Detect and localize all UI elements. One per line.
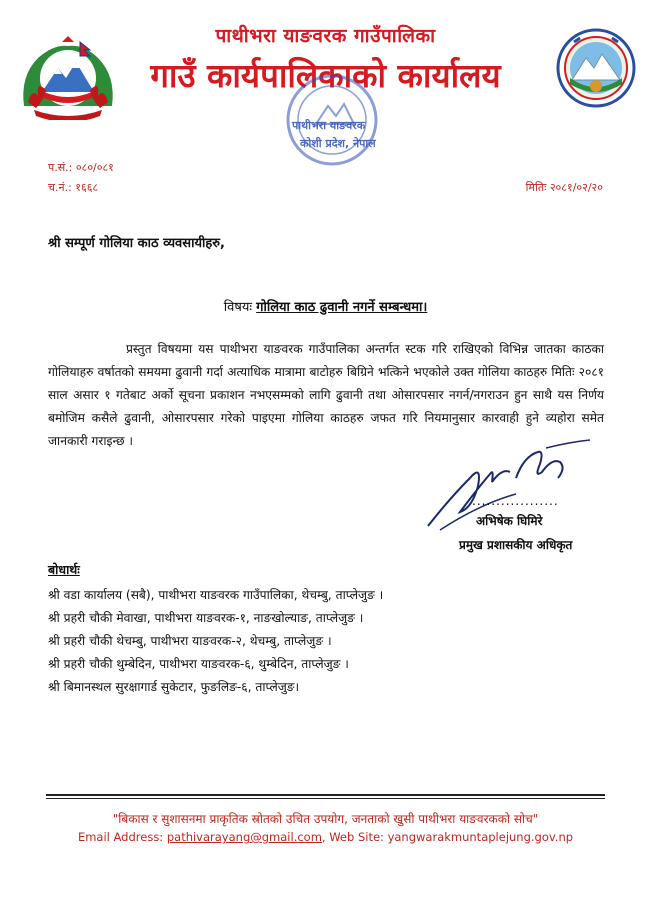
list-item: श्री वडा कार्यालय (सबै), पाथीभरा याङवरक गाउँपालिका, थेचम्बु, ताप्लेजुङ । xyxy=(48,588,384,602)
municipality-name: पाथीभरा याङवरक गाउँपालिका xyxy=(215,25,436,47)
list-item: श्री प्रहरी चौकी मेवाखा, पाथीभरा याङवरक-१, नाङखोल्याङ, ताप्लेजुङ । xyxy=(48,611,364,625)
subject-label: विषयः xyxy=(223,300,252,315)
footer-slogan: "बिकास र सुशासनमा प्राकृतिक स्रोतको उचित उपयोग, जनताको खुसी पाथीभरा याङवरकको सोच" xyxy=(112,812,539,826)
office-title: गाउँ कार्यपालिकाको कार्यालय xyxy=(150,56,501,95)
letter-body: प्रस्तुत विषयमा यस पाथीभरा याङवरक गाउँपालिका अन्तर्गत स्टक गरि राखिएको विभिन्न जातका काठका गोलियाहरु वर्षातको समयमा ढुवानी गर्दा अत्याधिक मात्रामा बाटोहरु बिग्रिने भत्किने भएकोले उक्त गोलिया काठहरु मितिः २०८१ साल असार १ गतेबाट अर्को सूचना प्रकाशन नभएसम्मको लागि ढुवानी तथा ओसारपसार नगर्न/नगराउन हुन साथै यस निर्णय बमोजिम कसैले ढुवानी, ओसारपसार गरेको पाइएमा गोलिया काठहरु जफत गरि नियमानुसार कारवाही हुने व्यहोरा समेत जानकारी गराइन्छ । xyxy=(48,342,604,448)
website-link[interactable]: yangwarakmuntaplejung.gov.np xyxy=(387,830,574,844)
signer-name: अभिषेक घिमिरे xyxy=(476,514,543,528)
email-label: Email Address: xyxy=(77,830,164,844)
cc-list xyxy=(48,584,383,699)
footer-divider xyxy=(46,798,605,799)
dispatch-number: च.नं.: १६६८ xyxy=(48,181,99,194)
list-item: श्री प्रहरी चौकी थेचम्बु, पाथीभरा याङवरक-२, थेचम्बु, ताप्लेजुङ । xyxy=(48,634,332,648)
email-link[interactable]: pathivarayang@gmail.com xyxy=(166,830,322,844)
website-label: , Web Site: xyxy=(321,830,384,844)
list-item: श्री बिमानस्थल सुरक्षागार्ड सुकेटार, फुङलिङ-६, ताप्लेजुङ। xyxy=(48,680,300,694)
subject-line xyxy=(0,297,651,315)
cc-label: बोधार्थः xyxy=(48,562,80,577)
letter-date: मितिः २०८१/०२/२० xyxy=(525,181,603,194)
reference-number: प.सं.: ०८०/०८१ xyxy=(48,161,114,174)
subject-text: गोलिया काठ ढुवानी नगर्ने सम्बन्धमा। xyxy=(256,300,428,315)
list-item: श्री प्रहरी चौकी थुम्बेदिन, पाथीभरा याङवरक-६, थुम्बेदिन, ताप्लेजुङ । xyxy=(48,657,349,671)
signature-line: .................. xyxy=(472,494,559,508)
stamp-text: पाथीभरा याङवरक xyxy=(292,119,366,132)
stamp-text: कोशी प्रदेश, नेपाल xyxy=(300,137,376,150)
recipient: श्री सम्पूर्ण गोलिया काठ व्यवसायीहरु, xyxy=(48,236,225,251)
signer-title: प्रमुख प्रशासकीय अधिकृत xyxy=(459,538,573,552)
footer-divider xyxy=(46,794,605,796)
footer-contact xyxy=(0,830,651,844)
